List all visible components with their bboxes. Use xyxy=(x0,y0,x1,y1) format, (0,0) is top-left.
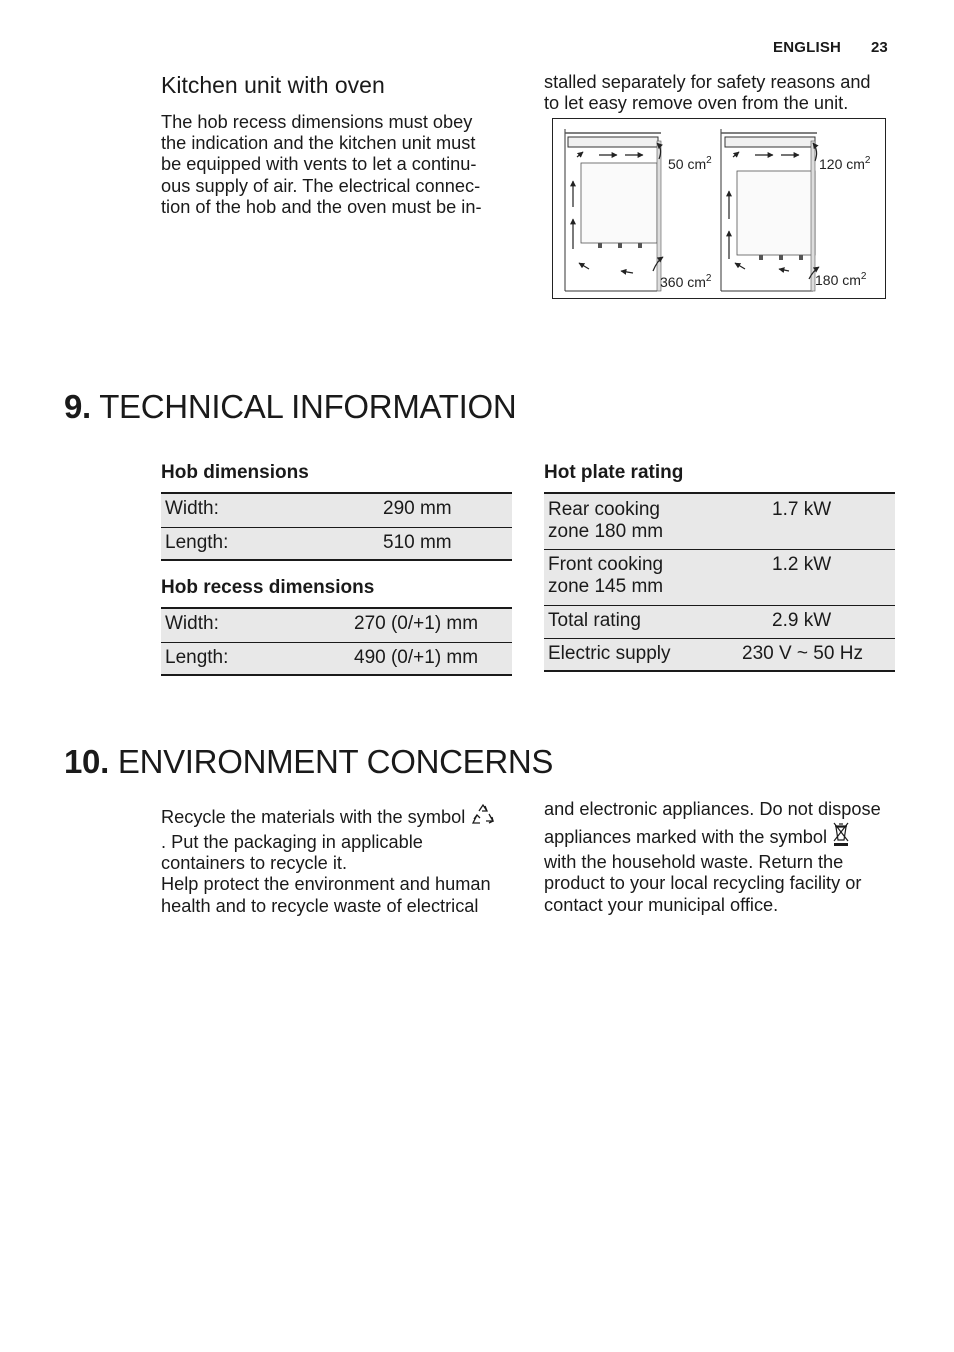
text-line: Recycle the materials with the symbol xyxy=(161,806,466,827)
ventilation-diagram xyxy=(552,118,886,299)
section-9-heading xyxy=(64,388,516,426)
label-line: Rear cooking xyxy=(548,499,660,520)
table-row xyxy=(544,493,895,549)
text-line: and electronic appliances. Do not dispose xyxy=(544,799,881,819)
hob-recess-title: Hob recess dimensions xyxy=(161,577,375,598)
text-line: Help protect the environment and human xyxy=(161,874,491,895)
text-line: with the household waste. Return the xyxy=(544,852,844,873)
section-10-heading xyxy=(64,743,553,781)
table-cell-value: 1.7 kW xyxy=(742,493,895,549)
hob-dimensions-title: Hob dimensions xyxy=(161,462,309,483)
kitchen-unit-heading: Kitchen unit with oven xyxy=(161,72,385,98)
text-line: product to your local recycling facility or xyxy=(544,873,862,894)
label-line: Front cooking xyxy=(548,553,664,575)
table-cell-value: 510 mm xyxy=(379,527,512,560)
table-cell-label: Total rating xyxy=(544,605,742,638)
weee-line xyxy=(544,820,904,852)
ventilation-diagram-graphic xyxy=(553,119,885,298)
table-row xyxy=(161,493,512,527)
table-row xyxy=(544,549,895,605)
table-cell-value: 290 mm xyxy=(379,493,512,527)
hot-plate-title: Hot plate rating xyxy=(544,462,684,483)
table-cell-label: Width: xyxy=(161,493,379,527)
section-title: TECHNICAL INFORMATION xyxy=(99,388,517,425)
section-number: 10. xyxy=(64,743,109,780)
vent-label-right-top: 120 $cm^2$ xyxy=(819,155,871,172)
text-line: to let easy remove oven from the unit. xyxy=(544,93,849,114)
vent-label-right-bottom: 180 $cm^2$ xyxy=(815,271,867,288)
table-cell-value: 1.2 kW xyxy=(742,549,895,605)
text-line: containers to recycle it. xyxy=(161,853,347,874)
page-number: 23 xyxy=(871,39,888,56)
text-line: health and to recycle waste of electrical xyxy=(161,895,479,916)
crossed-bin-icon xyxy=(832,820,850,856)
section-title: ENVIRONMENT CONCERNS xyxy=(117,743,554,780)
table-cell-label xyxy=(544,493,742,549)
recycle-line xyxy=(161,802,521,832)
table-cell-label: Electric supply xyxy=(544,638,742,671)
table-row xyxy=(161,608,512,642)
text-line: ous supply of air. The electrical connec- xyxy=(161,175,481,196)
table-cell-label: Width: xyxy=(161,608,350,642)
label-line: zone 180 mm xyxy=(548,521,664,542)
table-row xyxy=(161,527,512,560)
kitchen-unit-text xyxy=(161,112,511,218)
hob-recess-table xyxy=(161,607,512,676)
text-line: tion of the hob and the oven must be in- xyxy=(161,196,482,217)
vent-label-left-bottom: 360 $cm^2$ xyxy=(660,273,712,290)
table-row xyxy=(544,605,895,638)
environment-text-right xyxy=(544,799,904,916)
hot-plate-table xyxy=(544,492,895,672)
header-language: ENGLISH xyxy=(773,39,842,56)
section-number: 9. xyxy=(64,388,91,425)
text-line: the indication and the kitchen unit must xyxy=(161,133,476,154)
text-line: stalled separately for safety reasons and xyxy=(544,72,871,92)
text-line: . Put the packaging in applicable xyxy=(161,832,423,852)
table-cell-value: 2.9 kW xyxy=(742,605,895,638)
vent-label-left-top: 50 $cm^2$ xyxy=(668,155,712,172)
table-cell-value: 270 (0/+1) mm xyxy=(350,608,512,642)
environment-text-left xyxy=(161,802,521,917)
recycle-icon xyxy=(470,802,496,834)
text-line: be equipped with vents to let a continu- xyxy=(161,154,477,175)
text-line: The hob recess dimensions must obey xyxy=(161,112,473,132)
table-cell-value: 230 V ~ 50 Hz xyxy=(742,638,895,671)
left-cabinet xyxy=(565,129,663,291)
right-cabinet xyxy=(721,129,819,291)
table-cell-label xyxy=(544,549,742,605)
kitchen-unit-text-continued xyxy=(544,72,904,114)
table-cell-value: 490 (0/+1) mm xyxy=(350,642,512,675)
table-cell-label: Length: xyxy=(161,642,350,675)
label-line: zone 145 mm xyxy=(548,575,664,597)
hob-dimensions-table xyxy=(161,492,512,561)
table-row xyxy=(161,642,512,675)
table-row xyxy=(544,638,895,671)
text-line: appliances marked with the symbol xyxy=(544,827,828,848)
text-line: contact your municipal office. xyxy=(544,894,779,915)
table-cell-label: Length: xyxy=(161,527,379,560)
